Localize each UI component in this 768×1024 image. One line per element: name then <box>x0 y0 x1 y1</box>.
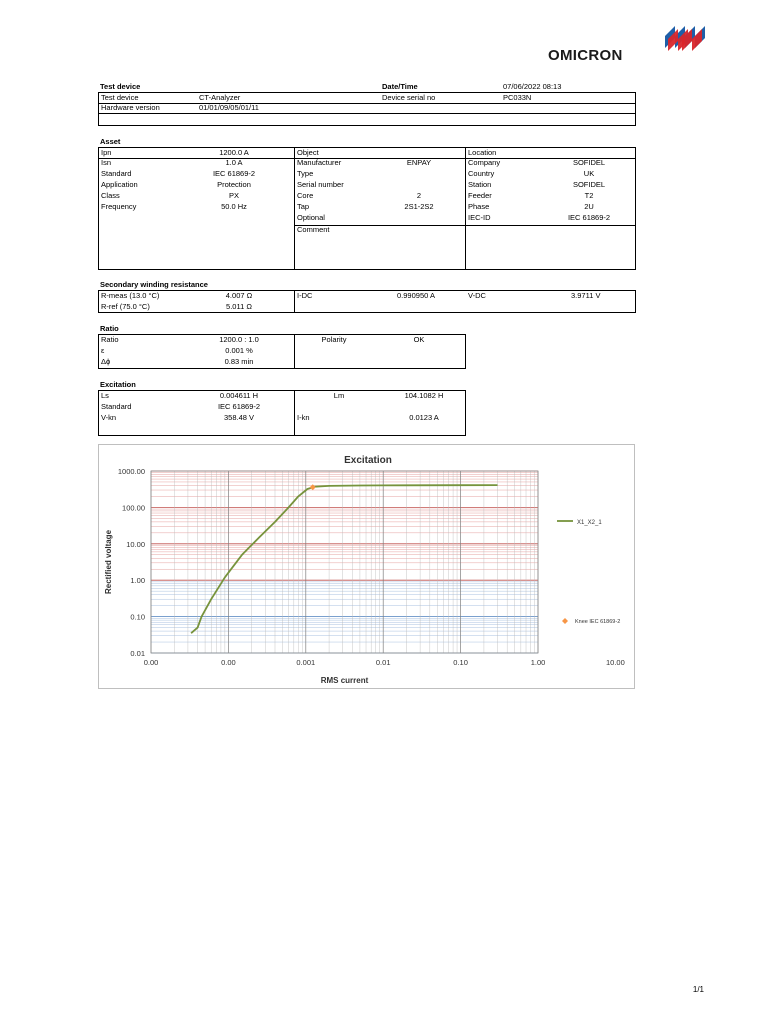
standard-value: IEC 61869-2 <box>217 402 261 411</box>
y-tick-label: 1.00 <box>130 576 145 586</box>
location-label: Company <box>468 158 501 167</box>
legend-label-series: X1_X2_1 <box>577 520 602 526</box>
ratio-value: 1200.0 : 1.0 <box>219 335 259 344</box>
hardware-version-label: Hardware version <box>101 103 160 112</box>
x-tick-label: 10.00 <box>606 658 625 667</box>
phase-label: Δϕ <box>101 357 111 366</box>
test-device-value: CT-Analyzer <box>199 93 241 102</box>
x-tick-label: 0.001 <box>296 658 316 667</box>
excitation-table <box>98 390 466 436</box>
location-header: Location <box>468 148 497 157</box>
page-number: 1/1 <box>692 985 704 994</box>
y-tick-label: 0.01 <box>130 649 145 658</box>
object-value: 2S1-2S2 <box>404 202 434 211</box>
chart-title: Excitation <box>344 455 392 466</box>
excitation-title: Excitation <box>100 380 136 389</box>
ls-label: Ls <box>101 391 109 400</box>
winding-title: Secondary winding resistance <box>100 280 208 289</box>
location-value: IEC 61869-2 <box>567 213 611 222</box>
y-tick-label: 100.00 <box>122 503 145 513</box>
asset-label: Application <box>101 180 138 189</box>
object-label: Optional <box>297 213 325 222</box>
asset-value: 50.0 Hz <box>221 202 247 211</box>
knee-point-marker <box>310 484 316 490</box>
r-meas-label: R-meas (13.0 °C) <box>101 291 160 300</box>
asset-title: Asset <box>100 137 121 146</box>
object-label: Type <box>297 169 314 178</box>
excitation-chart-frame <box>98 444 635 689</box>
location-label: Country <box>468 169 495 178</box>
y-tick-label: 10.00 <box>126 539 145 549</box>
x-tick-label: 1.00 <box>530 658 546 667</box>
i-dc-value: 0.990950 A <box>397 291 435 300</box>
winding-table <box>98 290 636 313</box>
test-device-table <box>98 92 636 126</box>
asset-label: Standard <box>101 169 132 178</box>
asset-label: Frequency <box>101 202 137 211</box>
asset-label: Class <box>101 191 120 200</box>
legend-diamond-icon <box>562 618 568 624</box>
serial-no-value: PC033N <box>503 93 532 102</box>
ls-value: 0.004611 H <box>219 391 259 400</box>
lm-label: Lm <box>333 391 345 400</box>
excitation-chart <box>99 445 634 688</box>
location-value: 2U <box>584 202 594 211</box>
asset-value: PX <box>228 191 239 200</box>
logo-text: OMICRON <box>548 47 623 64</box>
location-label: Feeder <box>468 191 492 200</box>
location-label: Station <box>468 180 492 189</box>
object-label: Serial number <box>297 180 344 189</box>
location-value: UK <box>583 169 595 178</box>
vkn-label: V-kn <box>101 413 117 422</box>
omicron-logo <box>548 26 708 66</box>
asset-label: Isn <box>101 158 112 167</box>
plot-area-border <box>151 471 538 653</box>
location-value: T2 <box>584 191 594 200</box>
location-label: IEC-ID <box>468 213 491 222</box>
serial-no-label: Device serial no <box>382 93 436 102</box>
object-label: Manufacturer <box>297 158 342 167</box>
x-tick-label: 0.01 <box>375 658 391 667</box>
x-tick-label: 0.10 <box>453 658 468 667</box>
vkn-value: 358.48 V <box>223 413 255 422</box>
hardware-version-value: 01/01/09/05/01/11 <box>199 103 259 112</box>
object-header: Object <box>297 148 319 157</box>
ratio-title: Ratio <box>100 324 119 333</box>
ratio-label: Ratio <box>101 335 119 344</box>
r-ref-value: 5.011 Ω <box>226 302 252 311</box>
r-meas-value: 4.007 Ω <box>225 291 253 300</box>
asset-value: Protection <box>217 180 251 189</box>
object-label: Core <box>297 191 314 200</box>
location-label: Phase <box>468 202 490 211</box>
phase-value: 0.83 min <box>224 357 254 366</box>
i-dc-label: I-DC <box>297 291 313 300</box>
date-time-label: Date/Time <box>382 82 418 91</box>
asset-value: IEC 61869-2 <box>212 169 256 178</box>
r-ref-label: R-ref (75.0 °C) <box>101 302 150 311</box>
ratio-table <box>98 334 466 369</box>
object-label: Tap <box>297 202 310 211</box>
standard-label: Standard <box>101 402 132 411</box>
y-axis-label: Rectified voltage <box>104 529 113 595</box>
asset-value: 1.0 A <box>225 158 243 167</box>
legend-label-knee: Knee IEC 61869-2 <box>575 619 621 625</box>
y-tick-label: 0.10 <box>130 612 145 622</box>
object-value: ENPAY <box>406 158 432 167</box>
lm-value: 104.1082 H <box>404 391 444 400</box>
date-time-value: 07/06/2022 08:13 <box>503 82 562 91</box>
location-value: SOFIDEL <box>572 180 606 189</box>
ikn-label: I-kn <box>297 413 310 422</box>
polarity-value: OK <box>413 335 425 344</box>
object-value: 2 <box>416 191 422 200</box>
x-tick-label: 0.00 <box>221 658 236 667</box>
v-dc-value: 3.9711 V <box>571 291 601 300</box>
test-device-label: Test device <box>101 93 139 102</box>
x-tick-label: 0.00 <box>143 658 159 667</box>
test-device-title: Test device <box>100 82 141 91</box>
ikn-value: 0.0123 A <box>409 413 439 422</box>
asset-value: 1200.0 A <box>219 148 249 157</box>
epsilon-label: ε <box>101 346 105 355</box>
epsilon-value: 0.001 % <box>225 346 253 355</box>
polarity-label: Polarity <box>321 335 347 344</box>
location-value: SOFIDEL <box>572 158 606 167</box>
asset-label: Ipn <box>101 148 112 157</box>
v-dc-label: V-DC <box>468 291 486 300</box>
comment-label: Comment <box>297 225 330 234</box>
omicron-mark-icon <box>665 26 705 52</box>
y-tick-label: 1000.00 <box>117 467 145 476</box>
asset-table <box>98 147 636 270</box>
x-axis-label: RMS current <box>320 676 369 685</box>
